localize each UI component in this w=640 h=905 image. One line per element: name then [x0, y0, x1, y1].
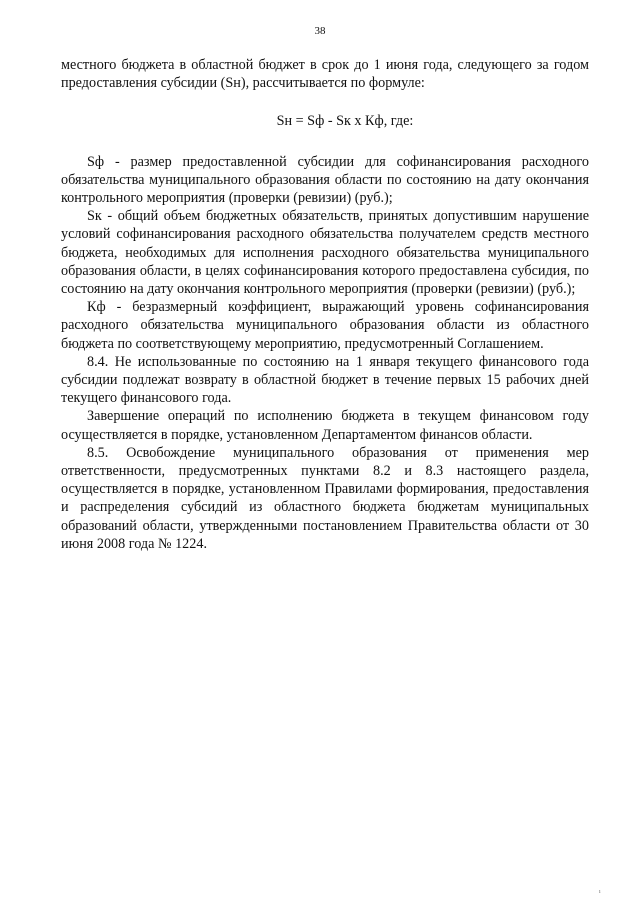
paragraph-budget-completion: Завершение операций по исполнению бюджета в текущем финансовом году осуществляется в порядке, установленном Департаментом финансов области.	[61, 408, 589, 443]
page-number: 38	[314, 25, 326, 37]
formula: Sн = Sф - Sк х Кф, где:	[276, 113, 414, 130]
paragraph-definition-sf: Sф - размер предоставленной субсидии для софинансирования расходного обязательства муниципального образования области по состоянию на дату окончания контрольного мероприятия (проверки (ревизии) (руб.);	[61, 153, 589, 207]
scan-mark: ı	[599, 889, 601, 895]
paragraph-continuation: местного бюджета в областной бюджет в срок до 1 июня года, следующего за годом предоставления субсидии (Sн), рассчитывается по формуле:	[61, 57, 589, 92]
paragraph-8-5: 8.5. Освобождение муниципального образования от применения мер ответственности, предусмотренных пунктами 8.2 и 8.3 настоящего раздела, осуществляется в порядке, установленном Правилами формирования, предоставления и распределения субсидий из областного бюджета бюджетам муниципальных образований области, утвержденными постановлением Правительства области от 30 июня 2008 года № 1224.	[61, 444, 589, 552]
paragraph-definition-kf: Кф - безразмерный коэффициент, выражающий уровень софинансирования расходного обязательства муниципального образования области из областного бюджета по соответствующему мероприятию, предусмотренный Соглашением.	[61, 299, 589, 352]
paragraph-definition-sk: Sк - общий объем бюджетных обязательств, принятых допустившим нарушение условий софинансирования расходного обязательства получателем средств местного бюджета, необходимых для исполнения расходного обязательства муниципального образования области, в целях софинансирования которого предоставлена субсидия, по состоянию на дату окончания контрольного мероприятия (проверки (ревизии) (руб.);	[61, 208, 589, 298]
document-body	[61, 56, 589, 553]
paragraph-8-4: 8.4. Не использованные по состоянию на 1 января текущего финансового года субсидии подлежат возврату в областной бюджет в течение первых 15 рабочих дней текущего финансового года.	[61, 353, 589, 407]
